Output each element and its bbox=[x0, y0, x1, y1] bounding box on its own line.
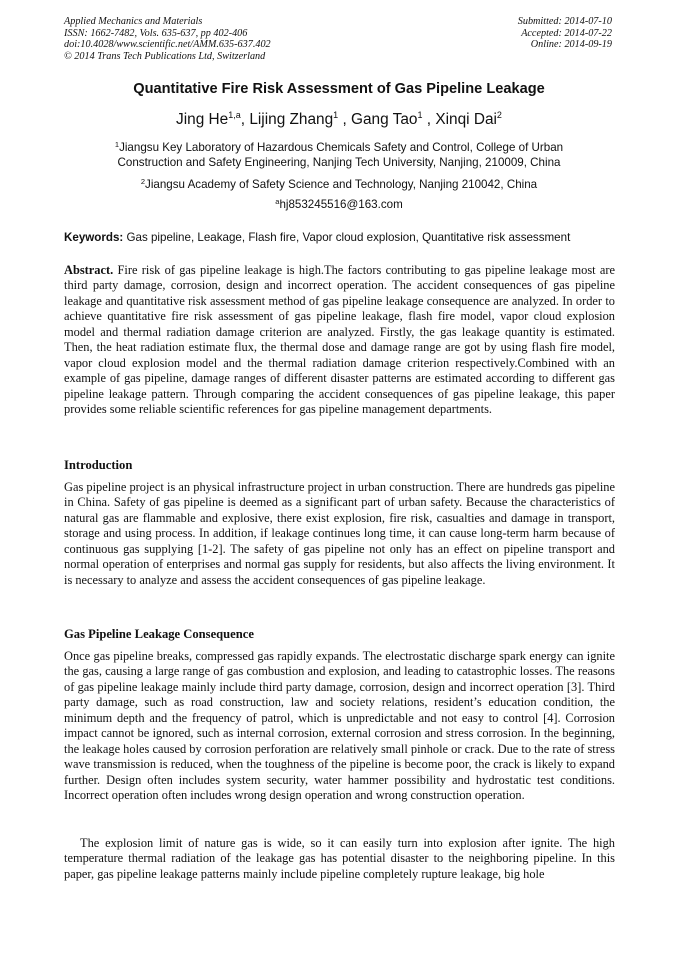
author-name: Jing He bbox=[176, 111, 229, 128]
keywords-text: Gas pipeline, Leakage, Flash fire, Vapor cloud explosion, Quantitative risk assessment bbox=[123, 231, 571, 244]
affiliation-mark: 2 bbox=[140, 177, 146, 186]
submitted-date: Submitted: 2014-07-10 bbox=[517, 16, 612, 27]
author-name: Lijing Zhang bbox=[249, 111, 334, 128]
leakage-consequence-paragraph: Once gas pipeline breaks, compressed gas rapidly expands. The electrostatic discharge spark energy can ignite the gas, causing a large range of gas combustion and explosion, and leading to catastrophic losses. The reasons of gas pipeline leakage mainly include third party damage, corrosion, design and incorrect operation [3]. Third party damage, such as road construction, law and society relations, resident’s education condition, the minimum depth and the frequency of patrol, which is unpredictable and not easy to control [4]. Corrosion impact cannot be ignored, such as internal corrosion, external corrosion and stress corrosion. In the beginning, the leakage holes caused by corrosion perforation are relatively small pinhole or crack. Due to the rate of stress wave transmission is reduced, when the toughness of the pipeline is become poor, the crack is likely to expand further. Design often includes system security, water hammer possibility and hydrostatic test conditions. Incorrect operation often includes wrong design operation and wrong construction operation. bbox=[64, 649, 615, 803]
email-mark: a bbox=[275, 197, 280, 206]
doi-line: doi:10.4028/www.scientific.net/AMM.635-637.402 bbox=[64, 39, 271, 51]
affiliation-mark: 1 bbox=[114, 140, 120, 149]
dates-info bbox=[518, 16, 612, 51]
keywords-label: Keywords: bbox=[64, 231, 124, 244]
abstract-text: Fire risk of gas pipeline leakage is high.The factors contributing to gas pipeline leakage most are third party damage, corrosion, design and incorrect operation. The accident consequences of gas pipeline leakage and quantitative risk assessment method of gas pipeline leakage consequence are analyzed. In order to achieve quantitative fire risk assessment of gas pipeline leakage, flash fire model, vapor cloud explosion model and thermal radiation damage criterion are analyzed. Firstly, the gas leakage quantity is estimated. Then, the heat radiation estimate flux, the thermal dose and damage range are got by using flash fire model, vapor cloud explosion model and the thermal radiation damage criterion respectively.Combined with an example of gas pipeline, damage ranges of different disaster patterns are estimated according to different gas pipeline leakage pattern. Through comparing the accident consequences of gas pipeline leakage, this paper provides some reliable scientific references for gas pipeline management departments. bbox=[64, 263, 615, 417]
author-separator: , bbox=[422, 111, 436, 128]
abstract bbox=[64, 263, 615, 418]
author-affil-mark: 1 bbox=[417, 110, 423, 120]
explosion-paragraph: The explosion limit of nature gas is wide, so it can easily turn into explosion after ignite. The high temperature thermal radiation of the leakage gas has potential disaster to the neighboring pipeline. In this paper, gas pipeline leakage patterns mainly include pipeline completely rupture leakage, big hole bbox=[64, 836, 615, 881]
author-affil-mark: 2 bbox=[496, 110, 502, 120]
author-affil-mark: 1 bbox=[333, 110, 339, 120]
keywords-line bbox=[64, 231, 616, 245]
abstract-label: Abstract. bbox=[64, 263, 114, 277]
section-heading-introduction: Introduction bbox=[64, 458, 133, 472]
introduction-paragraph: Gas pipeline project is an physical infrastructure project in urban construction. There are hundreds gas pipeline in China. Safety of gas pipeline is deemed as a significant part of urban safety. Because the characteristics of natural gas are flammable and explosive, there exist explosion, fire risk, casualties and damage in transport, storage and using process. In addition, if leakage continues long time, it can cause long-term harm because of continuous gas supplying [1-2]. The safety of gas pipeline not only has an effect on pipeline transport and normal operation of enterprises and normal gas supply for residents, but also affects the living environment. It is necessary to analyze and assess the accident consequences of gas pipeline leakage. bbox=[64, 480, 615, 587]
author-separator: , bbox=[240, 111, 250, 128]
affiliation-2 bbox=[0, 174, 678, 192]
journal-info bbox=[64, 16, 271, 62]
affiliation-1 bbox=[0, 137, 678, 170]
author-name: Gang Tao bbox=[351, 111, 418, 128]
author-email bbox=[0, 194, 678, 212]
paper-title: Quantitative Fire Risk Assessment of Gas Pipeline Leakage bbox=[133, 81, 545, 97]
affiliation-line: Construction and Safety Engineering, Nanjing Tech University, Nanjing, 210009, China bbox=[117, 156, 561, 169]
affiliation-line: Jiangsu Key Laboratory of Hazardous Chemicals Safety and Control, College of Urban bbox=[119, 141, 564, 154]
author-separator: , bbox=[338, 111, 352, 128]
author-name: Xinqi Dai bbox=[435, 111, 497, 128]
copyright-line: © 2014 Trans Tech Publications Ltd, Switzerland bbox=[64, 50, 266, 62]
author-list bbox=[0, 110, 678, 129]
affiliation-line: Jiangsu Academy of Safety Science and Technology, Nanjing 210042, China bbox=[145, 178, 538, 191]
journal-name: Applied Mechanics and Materials bbox=[64, 16, 203, 27]
author-affil-mark: 1,a bbox=[228, 110, 241, 120]
section-heading-leakage-consequence: Gas Pipeline Leakage Consequence bbox=[64, 627, 254, 641]
issn-line: ISSN: 1662-7482, Vols. 635-637, pp 402-406 bbox=[64, 27, 248, 39]
online-date: Online: 2014-09-19 bbox=[530, 39, 612, 51]
email-address: hj853245516@163.com bbox=[279, 198, 403, 211]
accepted-date: Accepted: 2014-07-22 bbox=[521, 27, 612, 39]
